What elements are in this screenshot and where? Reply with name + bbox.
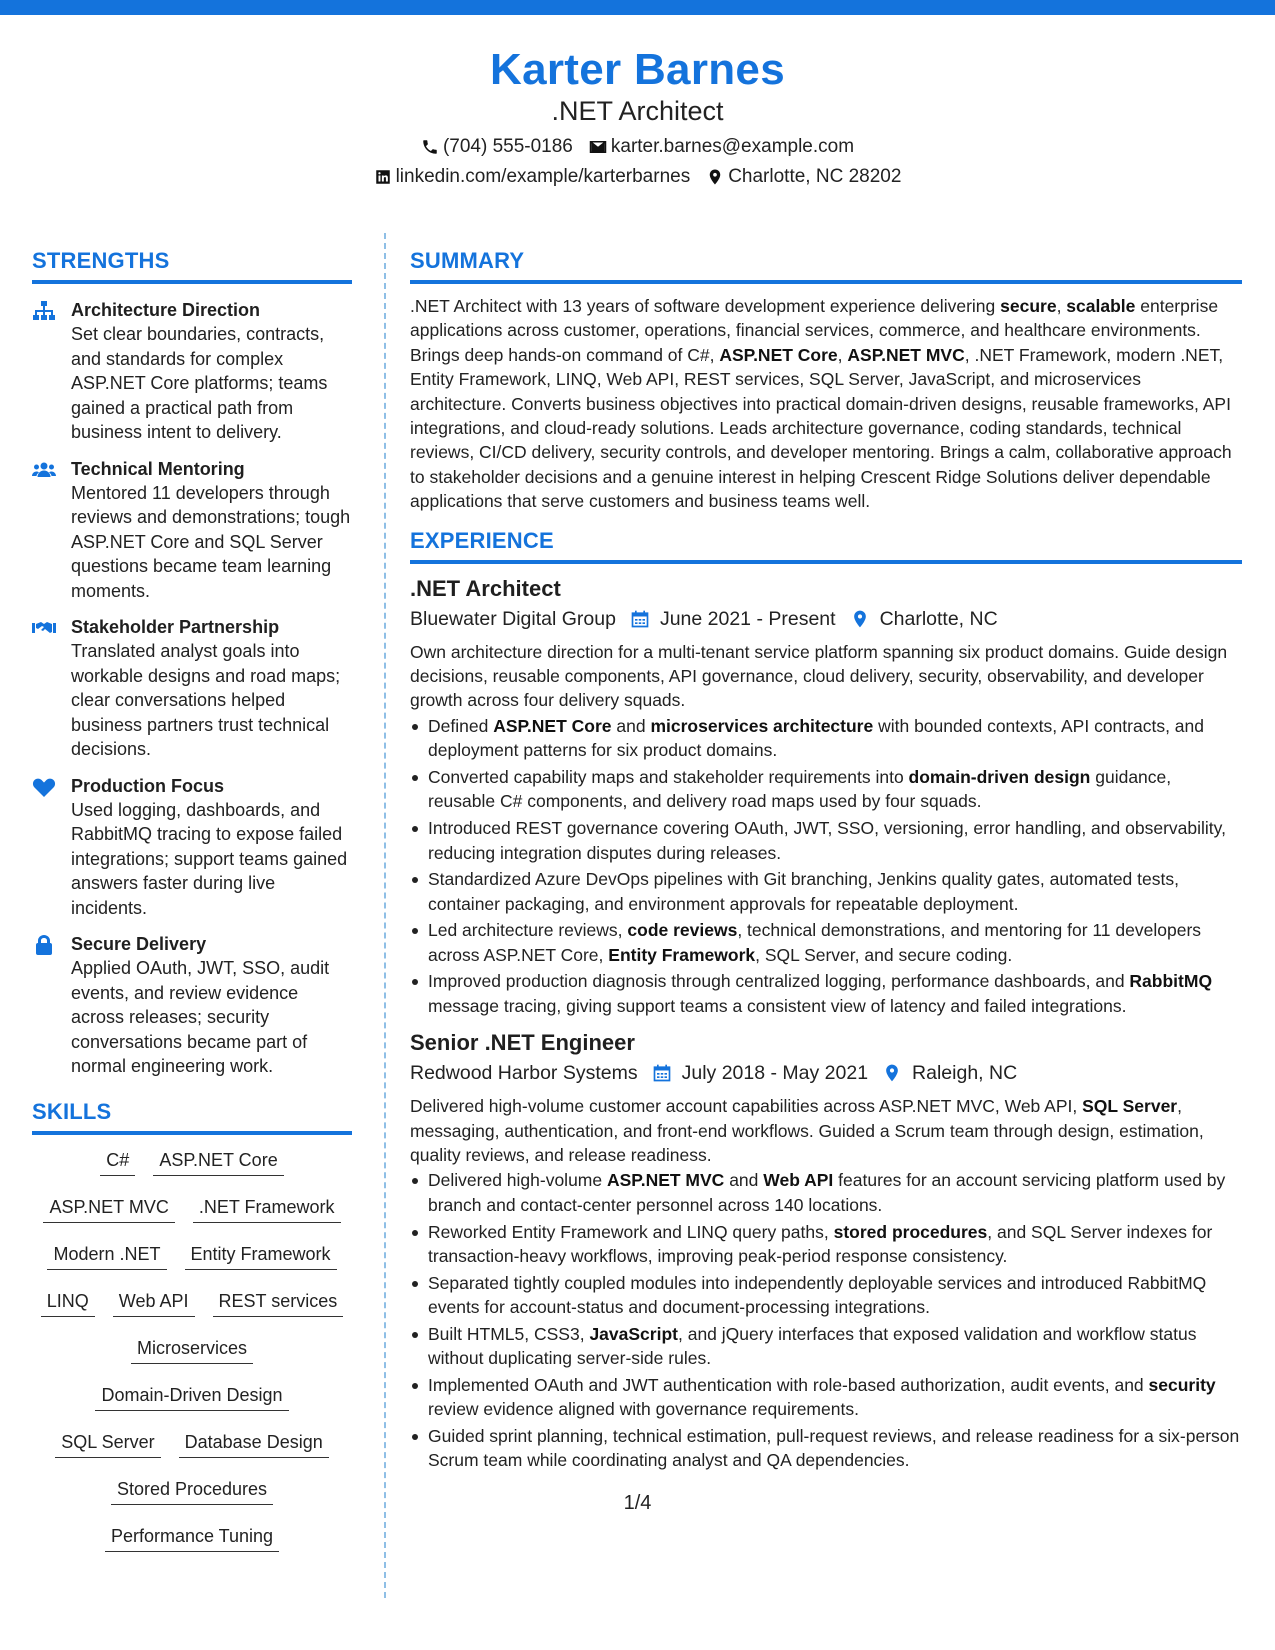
job-entry: [410, 1028, 1242, 1473]
handshake-icon: [32, 617, 56, 639]
job-meta: [410, 1058, 1242, 1088]
right-column: [410, 246, 1242, 1475]
envelope-icon: [589, 138, 607, 156]
contact-row-2: [0, 162, 1275, 192]
strength-desc: Applied OAuth, JWT, SSO, audit events, and review evidence across releases; security conversations became part of normal engineering work.: [71, 958, 330, 1076]
location-contact: [706, 162, 901, 192]
skill-tag: REST services: [213, 1289, 344, 1317]
job-dates: June 2021 - Present: [659, 607, 836, 630]
job-description: Own architecture direction for a multi-tenant service platform spanning six product domains. Guide design decisions, reusable components, API governance, cloud delivery, security, observability, and developer growth across four delivery squads.: [410, 641, 1228, 711]
skills-list: [32, 1148, 352, 1552]
company-name: Redwood Harbor Systems: [410, 1062, 638, 1085]
strength-item: [32, 298, 352, 445]
skill-tag: ASP.NET MVC: [43, 1195, 174, 1223]
job-bullet: Converted capability maps and stakeholder requirements into domain-driven design guidance, reusable C# components, and delivery road maps used by four squads.: [410, 765, 1242, 814]
strength-desc: Translated analyst goals into workable designs and road maps; clear conversations helped business partners trust technical decisions.: [71, 641, 341, 759]
strength-title: Architecture Direction: [71, 300, 261, 320]
company-name: Bluewater Digital Group: [410, 607, 616, 630]
job-bullet: Built HTML5, CSS3, JavaScript, and jQuery interfaces that exposed validation and workflow status without duplicating server-side rules.: [410, 1322, 1242, 1371]
job-bullets: [410, 714, 1242, 1018]
phone-icon: [421, 138, 439, 156]
calendar-icon: [652, 1063, 672, 1083]
job-bullet: Reworked Entity Framework and LINQ query paths, stored procedures, and SQL Server indexes for transaction-heavy workflows, improving peak-period response consistency.: [410, 1220, 1242, 1269]
job-title: Senior .NET Engineer: [410, 1030, 635, 1056]
job-bullet: Defined ASP.NET Core and microservices architecture with bounded contexts, API contracts, and deployment patterns for six product domains.: [410, 714, 1242, 763]
candidate-role: .NET Architect: [551, 96, 724, 126]
strengths-heading: STRENGTHS: [32, 246, 352, 284]
job-location: Raleigh, NC: [912, 1062, 1018, 1085]
map-pin-icon: [706, 168, 724, 186]
skill-tag: Database Design: [179, 1430, 329, 1458]
skill-tag: ASP.NET Core: [153, 1148, 283, 1176]
experience-heading: EXPERIENCE: [410, 526, 1242, 564]
strength-item: [32, 774, 352, 921]
job-title: .NET Architect: [410, 575, 561, 601]
job-entry: [410, 574, 1242, 1019]
job-bullet: Introduced REST governance covering OAuth, JWT, SSO, versioning, error handling, and observability, reducing integration disputes during releases.: [410, 816, 1242, 865]
summary-heading: SUMMARY: [410, 246, 1242, 284]
skill-tag: Performance Tuning: [105, 1524, 279, 1552]
skill-tag: Entity Framework: [185, 1242, 337, 1270]
skills-heading: SKILLS: [32, 1097, 352, 1135]
resume-header: [0, 44, 1275, 192]
map-pin-icon: [882, 1063, 902, 1083]
strength-title: Technical Mentoring: [71, 458, 245, 479]
calendar-icon: [630, 609, 650, 629]
job-description: Delivered high-volume customer account capabilities across ASP.NET MVC, Web API, SQL Server, messaging, authentication, and front-end workflows. Guided a Scrum team through design, estimation, quality reviews, and release readiness.: [410, 1096, 1204, 1166]
skill-tag: Microservices: [131, 1336, 253, 1364]
job-meta: [410, 604, 1242, 634]
strength-title: Stakeholder Partnership: [71, 617, 280, 637]
email-contact[interactable]: [589, 132, 854, 162]
job-dates: July 2018 - May 2021: [681, 1062, 869, 1085]
strength-title: Production Focus: [71, 775, 224, 796]
users-icon: [32, 459, 56, 481]
job-bullet: Guided sprint planning, technical estimation, pull-request reviews, and release readiness for a six-person Scrum team while coordinating analyst and QA dependencies.: [410, 1424, 1242, 1473]
top-accent-bar: [0, 0, 1275, 15]
experience-list: [410, 574, 1242, 1473]
lock-icon: [32, 934, 56, 956]
phone-text: (704) 555-0186: [442, 136, 573, 157]
skill-tag: Domain-Driven Design: [95, 1383, 288, 1411]
column-divider: [384, 233, 386, 1598]
job-bullet: Separated tightly coupled modules into independently deployable services and introduced RabbitMQ events for account-status and document-processing integrations.: [410, 1271, 1242, 1320]
contact-row-1: [0, 132, 1275, 162]
job-bullet: Led architecture reviews, code reviews, technical demonstrations, and mentoring for 11 developers across ASP.NET Core, Entity Framework, SQL Server, and secure coding.: [410, 918, 1242, 967]
strength-item: [32, 615, 352, 762]
left-column: [32, 246, 352, 1552]
sitemap-icon: [32, 300, 56, 322]
location-text: Charlotte, NC 28202: [728, 166, 902, 187]
job-bullet: Delivered high-volume ASP.NET MVC and Web API features for an account servicing platform used by branch and contact-center personnel across 140 locations.: [410, 1168, 1242, 1217]
strength-item: [32, 932, 352, 1079]
skill-tag: Stored Procedures: [111, 1477, 273, 1505]
skill-tag: LINQ: [41, 1289, 95, 1317]
phone-contact[interactable]: [421, 132, 573, 162]
linkedin-contact[interactable]: [374, 162, 691, 192]
skill-tag: SQL Server: [55, 1430, 160, 1458]
strengths-list: [32, 298, 352, 1079]
strength-title: Secure Delivery: [71, 934, 207, 954]
strength-desc: Used logging, dashboards, and RabbitMQ tracing to expose failed integrations; support teams gained answers faster during live incidents.: [71, 799, 348, 918]
linkedin-text: linkedin.com/example/karterbarnes: [395, 166, 691, 187]
skill-tag: .NET Framework: [193, 1195, 341, 1223]
job-bullet: Implemented OAuth and JWT authentication with role-based authorization, audit events, and security review evidence aligned with governance requirements.: [410, 1373, 1242, 1422]
strength-desc: Set clear boundaries, contracts, and standards for complex ASP.NET Core platforms; teams gained a practical path from business intent to delivery.: [71, 324, 328, 442]
linkedin-icon: [374, 168, 392, 186]
job-bullet: Improved production diagnosis through centralized logging, performance dashboards, and RabbitMQ message tracing, giving support teams a consistent view of latency and failed integrations.: [410, 969, 1242, 1018]
strength-desc: Mentored 11 developers through reviews and demonstrations; tough ASP.NET Core and SQL Server questions became team learning moments.: [71, 482, 351, 601]
skill-tag: Web API: [113, 1289, 195, 1317]
candidate-name: Karter Barnes: [490, 45, 785, 94]
skill-tag: Modern .NET: [47, 1242, 166, 1270]
page-number: 1/4: [623, 1492, 652, 1514]
skill-tag: C#: [100, 1148, 135, 1176]
email-text: karter.barnes@example.com: [610, 136, 855, 157]
job-bullet: Standardized Azure DevOps pipelines with Git branching, Jenkins quality gates, automated tests, container packaging, and environment approvals for repeatable deployment.: [410, 867, 1242, 916]
heart-icon: [32, 776, 56, 798]
map-pin-icon: [850, 609, 870, 629]
job-bullets: [410, 1168, 1242, 1472]
summary-text: .NET Architect with 13 years of software development experience delivering secure, scalable enterprise applications across customer, operations, financial services, commerce, and healthcare environments. Brings deep hands-on command of C#, ASP.NET Core, ASP.NET MVC, .NET Framework, modern .NET, Entity Framework, LINQ, Web API, REST services, SQL Server, JavaScript, and microservices architecture. Converts business objectives into practical domain-driven designs, reusable frameworks, API integrations, and cloud-ready solutions. Leads architecture governance, coding standards, technical reviews, CI/CD delivery, security controls, and developer mentoring. Brings a calm, collaborative approach to stakeholder decisions and a genuine interest in helping Crescent Ridge Solutions deliver dependable applications that serve customers and business teams well.: [410, 296, 1232, 512]
strength-item: [32, 457, 352, 604]
job-location: Charlotte, NC: [879, 607, 998, 630]
